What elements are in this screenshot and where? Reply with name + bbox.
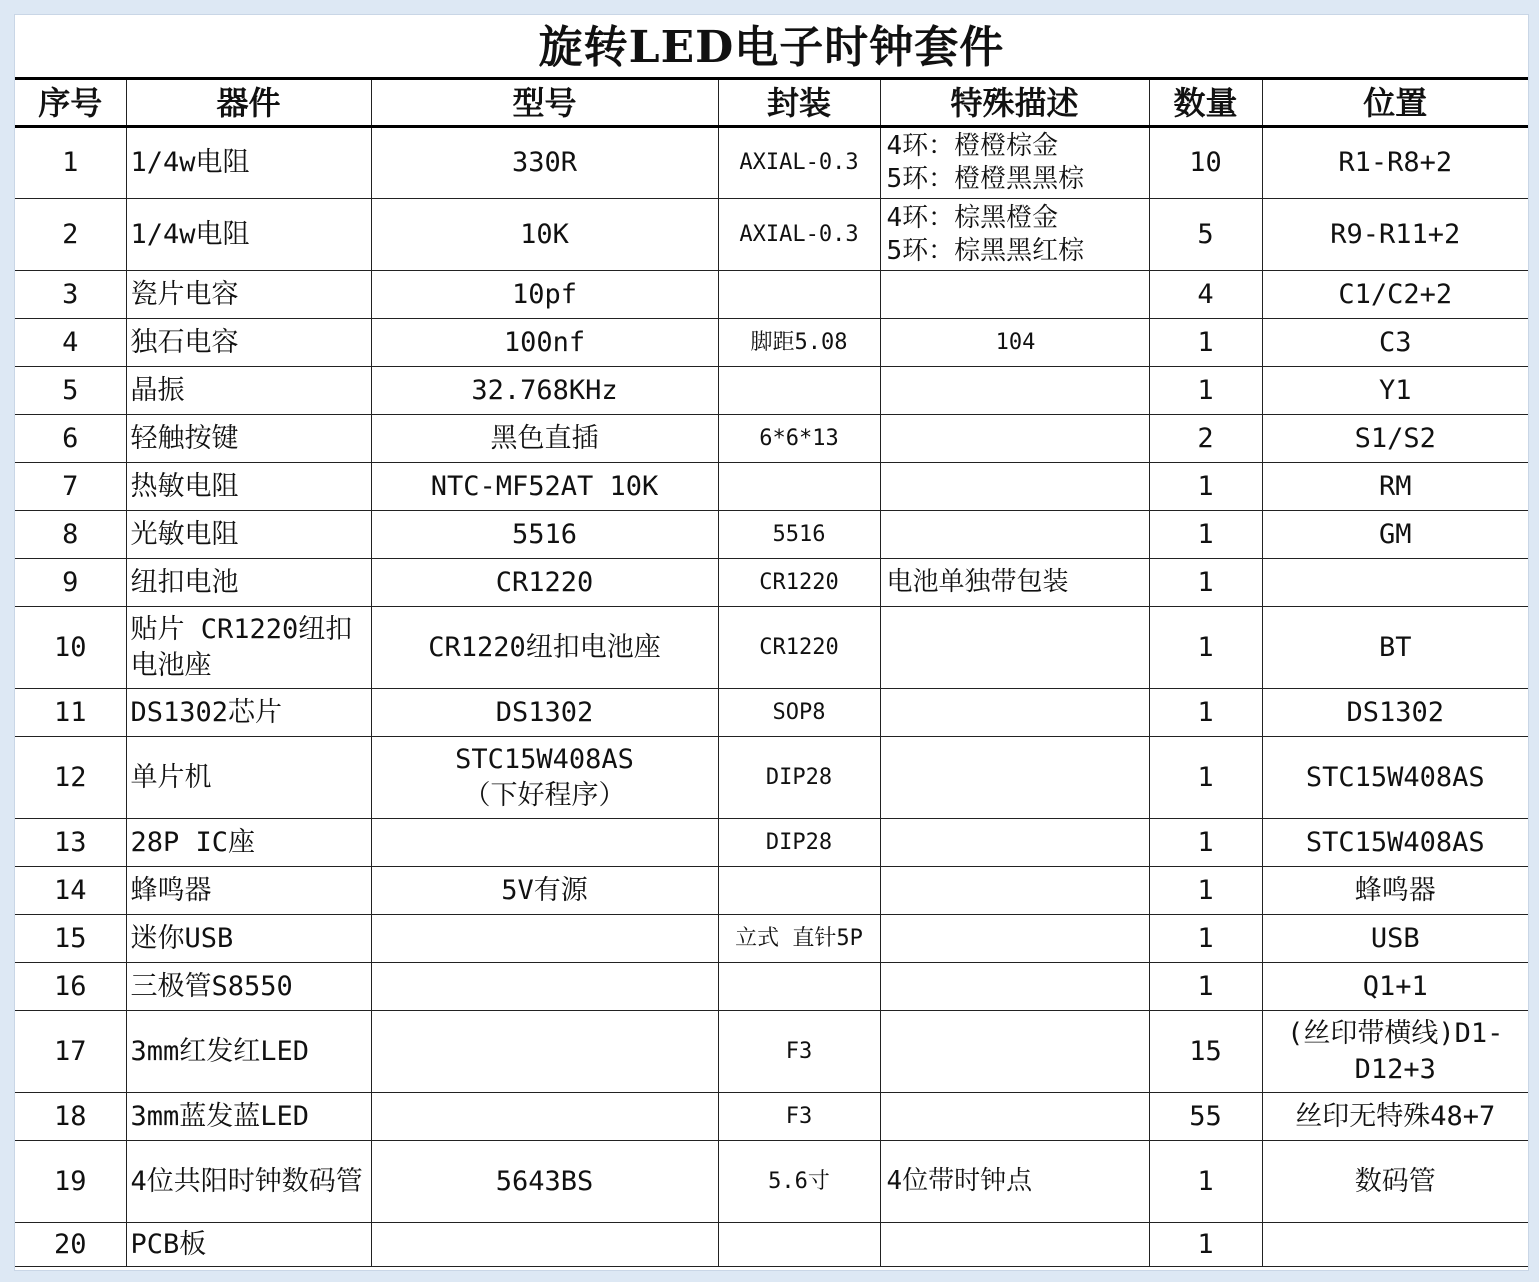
table-row: [15, 559, 1528, 607]
cell-part: 贴片 CR1220纽扣电池座: [126, 607, 371, 689]
cell-description: [880, 963, 1149, 1011]
cell-description: [880, 1093, 1149, 1141]
cell-description: [880, 737, 1149, 819]
cell-model: 10pf: [371, 271, 718, 319]
cell-model: 黑色直插: [371, 415, 718, 463]
cell-quantity: 15: [1149, 1011, 1262, 1093]
cell-index: 5: [15, 367, 126, 415]
table-row: [15, 1011, 1528, 1093]
table-row: [15, 915, 1528, 963]
cell-model: 5516: [371, 511, 718, 559]
cell-package: [718, 367, 880, 415]
cell-model: 10K: [371, 199, 718, 271]
cell-package: [718, 867, 880, 915]
table-row: [15, 511, 1528, 559]
cell-position: DS1302: [1262, 689, 1528, 737]
cell-index: 6: [15, 415, 126, 463]
cell-quantity: 10: [1149, 127, 1262, 199]
cell-package: 5.6寸: [718, 1141, 880, 1223]
table-row: [15, 127, 1528, 199]
cell-part: PCB板: [126, 1223, 371, 1267]
cell-description: [880, 867, 1149, 915]
cell-quantity: 1: [1149, 463, 1262, 511]
cell-package: 立式 直针5P: [718, 915, 880, 963]
cell-position: 丝印无特殊48+7: [1262, 1093, 1528, 1141]
table-row: [15, 1093, 1528, 1141]
cell-index: 8: [15, 511, 126, 559]
cell-quantity: 1: [1149, 1223, 1262, 1267]
cell-package: DIP28: [718, 737, 880, 819]
cell-part: 光敏电阻: [126, 511, 371, 559]
cell-package: CR1220: [718, 607, 880, 689]
table-row: [15, 867, 1528, 915]
cell-description: [880, 367, 1149, 415]
cell-part: 三极管S8550: [126, 963, 371, 1011]
table-row: [15, 415, 1528, 463]
cell-part: 单片机: [126, 737, 371, 819]
cell-position: [1262, 559, 1528, 607]
cell-package: [718, 271, 880, 319]
header-model: 型号: [371, 80, 718, 127]
sheet-title: 旋转LED电子时钟套件: [15, 15, 1528, 80]
cell-description: [880, 463, 1149, 511]
table-row: [15, 463, 1528, 511]
table-row: [15, 607, 1528, 689]
cell-part: 晶振: [126, 367, 371, 415]
cell-part: 瓷片电容: [126, 271, 371, 319]
cell-model: NTC-MF52AT 10K: [371, 463, 718, 511]
cell-model: [371, 963, 718, 1011]
cell-index: 18: [15, 1093, 126, 1141]
cell-index: 15: [15, 915, 126, 963]
cell-index: 14: [15, 867, 126, 915]
table-row: [15, 1223, 1528, 1267]
cell-part: 3mm蓝发蓝LED: [126, 1093, 371, 1141]
cell-index: 11: [15, 689, 126, 737]
cell-quantity: 1: [1149, 1141, 1262, 1223]
cell-part: 纽扣电池: [126, 559, 371, 607]
header-index: 序号: [15, 80, 126, 127]
cell-quantity: 1: [1149, 963, 1262, 1011]
cell-index: 9: [15, 559, 126, 607]
cell-index: 10: [15, 607, 126, 689]
cell-package: CR1220: [718, 559, 880, 607]
cell-description: 104: [880, 319, 1149, 367]
cell-part: 1/4w电阻: [126, 127, 371, 199]
table-row: [15, 737, 1528, 819]
cell-position: STC15W408AS: [1262, 737, 1528, 819]
table-row: [15, 963, 1528, 1011]
cell-position: C1/C2+2: [1262, 271, 1528, 319]
cell-part: 轻触按键: [126, 415, 371, 463]
cell-position: Q1+1: [1262, 963, 1528, 1011]
cell-description: [880, 915, 1149, 963]
cell-model: 32.768KHz: [371, 367, 718, 415]
cell-part: DS1302芯片: [126, 689, 371, 737]
cell-position: R9-R11+2: [1262, 199, 1528, 271]
cell-model: [371, 915, 718, 963]
cell-part: 独石电容: [126, 319, 371, 367]
cell-position: 数码管: [1262, 1141, 1528, 1223]
cell-package: [718, 963, 880, 1011]
cell-package: F3: [718, 1093, 880, 1141]
table-row: [15, 271, 1528, 319]
cell-description: [880, 819, 1149, 867]
cell-package: SOP8: [718, 689, 880, 737]
cell-position: USB: [1262, 915, 1528, 963]
cell-description: [880, 607, 1149, 689]
cell-index: 13: [15, 819, 126, 867]
cell-quantity: 1: [1149, 367, 1262, 415]
cell-model: STC15W408AS （下好程序）: [371, 737, 718, 819]
cell-index: 19: [15, 1141, 126, 1223]
table-row: [15, 367, 1528, 415]
cell-position: R1-R8+2: [1262, 127, 1528, 199]
cell-package: 6*6*13: [718, 415, 880, 463]
parts-table: [15, 80, 1528, 1267]
cell-position: [1262, 1223, 1528, 1267]
table-row: [15, 689, 1528, 737]
cell-index: 17: [15, 1011, 126, 1093]
cell-model: 100nf: [371, 319, 718, 367]
cell-package: DIP28: [718, 819, 880, 867]
cell-package: 脚距5.08: [718, 319, 880, 367]
cell-position: Y1: [1262, 367, 1528, 415]
cell-package: [718, 463, 880, 511]
table-row: [15, 319, 1528, 367]
cell-quantity: 1: [1149, 915, 1262, 963]
table-row: [15, 819, 1528, 867]
cell-description: 4位带时钟点: [880, 1141, 1149, 1223]
cell-part: 28P IC座: [126, 819, 371, 867]
header-package: 封装: [718, 80, 880, 127]
spreadsheet: [14, 14, 1529, 1271]
cell-description: 4环：棕黑橙金 5环：棕黑黑红棕: [880, 199, 1149, 271]
cell-model: 5V有源: [371, 867, 718, 915]
cell-position: (丝印带横线)D1-D12+3: [1262, 1011, 1528, 1093]
cell-position: GM: [1262, 511, 1528, 559]
cell-model: 5643BS: [371, 1141, 718, 1223]
cell-index: 7: [15, 463, 126, 511]
cell-package: F3: [718, 1011, 880, 1093]
cell-position: 蜂鸣器: [1262, 867, 1528, 915]
cell-model: CR1220纽扣电池座: [371, 607, 718, 689]
table-row: [15, 1141, 1528, 1223]
cell-package: 5516: [718, 511, 880, 559]
cell-quantity: 5: [1149, 199, 1262, 271]
cell-description: [880, 689, 1149, 737]
cell-position: C3: [1262, 319, 1528, 367]
cell-part: 4位共阳时钟数码管: [126, 1141, 371, 1223]
cell-description: 电池单独带包装: [880, 559, 1149, 607]
cell-model: DS1302: [371, 689, 718, 737]
cell-position: RM: [1262, 463, 1528, 511]
cell-description: [880, 511, 1149, 559]
cell-description: 4环：橙橙棕金 5环：橙橙黑黑棕: [880, 127, 1149, 199]
cell-quantity: 2: [1149, 415, 1262, 463]
cell-position: S1/S2: [1262, 415, 1528, 463]
cell-model: [371, 819, 718, 867]
header-description: 特殊描述: [880, 80, 1149, 127]
cell-quantity: 55: [1149, 1093, 1262, 1141]
cell-model: [371, 1011, 718, 1093]
header-row: [15, 80, 1528, 127]
cell-quantity: 1: [1149, 559, 1262, 607]
cell-package: [718, 1223, 880, 1267]
cell-description: [880, 415, 1149, 463]
cell-quantity: 1: [1149, 319, 1262, 367]
cell-model: CR1220: [371, 559, 718, 607]
cell-index: 4: [15, 319, 126, 367]
cell-part: 蜂鸣器: [126, 867, 371, 915]
cell-index: 20: [15, 1223, 126, 1267]
cell-quantity: 4: [1149, 271, 1262, 319]
table-row: [15, 199, 1528, 271]
cell-part: 迷你USB: [126, 915, 371, 963]
cell-index: 2: [15, 199, 126, 271]
header-position: 位置: [1262, 80, 1528, 127]
cell-description: [880, 1223, 1149, 1267]
cell-description: [880, 271, 1149, 319]
cell-model: [371, 1093, 718, 1141]
cell-part: 热敏电阻: [126, 463, 371, 511]
cell-description: [880, 1011, 1149, 1093]
cell-quantity: 1: [1149, 737, 1262, 819]
header-part: 器件: [126, 80, 371, 127]
cell-index: 16: [15, 963, 126, 1011]
header-quantity: 数量: [1149, 80, 1262, 127]
cell-quantity: 1: [1149, 607, 1262, 689]
cell-position: STC15W408AS: [1262, 819, 1528, 867]
cell-quantity: 1: [1149, 819, 1262, 867]
cell-quantity: 1: [1149, 689, 1262, 737]
cell-index: 3: [15, 271, 126, 319]
cell-package: AXIAL-0.3: [718, 127, 880, 199]
cell-quantity: 1: [1149, 867, 1262, 915]
cell-quantity: 1: [1149, 511, 1262, 559]
cell-index: 12: [15, 737, 126, 819]
cell-index: 1: [15, 127, 126, 199]
cell-model: 330R: [371, 127, 718, 199]
cell-position: BT: [1262, 607, 1528, 689]
cell-package: AXIAL-0.3: [718, 199, 880, 271]
cell-part: 1/4w电阻: [126, 199, 371, 271]
cell-model: [371, 1223, 718, 1267]
cell-part: 3mm红发红LED: [126, 1011, 371, 1093]
